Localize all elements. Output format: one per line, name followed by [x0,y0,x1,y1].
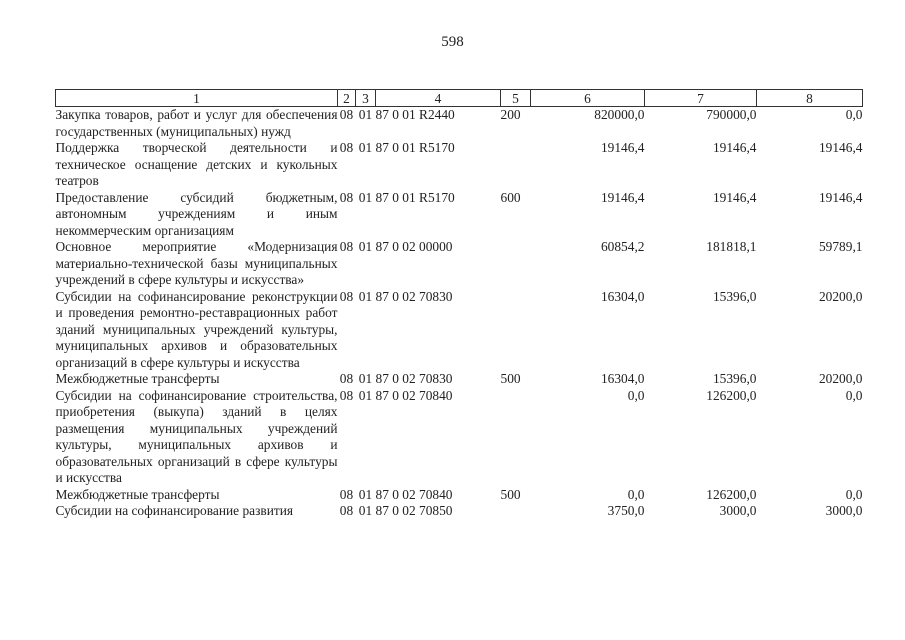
row-description: Закупка товаров, работ и услуг для обеспечения государственных (муниципальных) нужд [55,107,338,139]
header-col-8: 8 [757,90,863,107]
row-description: Субсидии на софинансирование реконструкции и проведения ремонтно-реставрационных работ зданий муниципальных учреждений культуры, муниципальных архивов и образовательных организаций в сфере культуры и искусства [55,288,338,370]
row-subsection-code: 01 [358,107,373,122]
row-expense-type [501,388,531,487]
row-amount-col8: 19146,4 [818,189,863,205]
table-row [56,388,863,487]
table-row [56,190,863,240]
row-amount-col8: 0,0 [845,107,863,122]
row-target-article: 87 0 02 70840 [375,486,453,502]
row-amount-col6: 16304,0 [600,288,645,304]
table-row [56,487,863,504]
page-number: 598 [441,34,464,50]
row-description: Межбюджетные трансферты [55,486,220,502]
row-amount-col6: 19146,4 [600,140,645,155]
row-subsection-code: 01 [358,288,373,304]
row-amount-col7: 126200,0 [706,486,757,502]
header-col-7: 7 [645,90,757,107]
row-section-code: 08 [339,387,354,403]
row-description: Предоставление субсидий бюджетным, автономным учреждениям и иным некоммерческим организациям [55,189,338,238]
table-row [56,503,863,520]
header-col-3: 3 [356,90,376,107]
row-subsection-code: 01 [358,189,373,205]
row-subsection-code: 01 [358,387,373,403]
row-amount-col7: 126200,0 [706,387,757,403]
row-description: Поддержка творческой деятельности и техническое оснащение детских и кукольных театров [55,140,338,188]
row-amount-col7: 790000,0 [706,107,757,122]
table-row [56,371,863,388]
row-amount-col7: 19146,4 [712,140,757,155]
row-subsection-code: 01 [358,140,373,155]
row-target-article: 87 0 01 R5170 [375,140,455,155]
row-subsection-code: 01 [358,486,373,502]
row-amount-col7: 15396,0 [712,288,757,304]
row-expense-type: 500 [500,371,521,386]
row-section-code: 08 [339,189,354,205]
row-section-code: 08 [339,486,354,502]
row-section-code: 08 [339,107,354,122]
row-expense-type: 200 [500,107,521,122]
row-amount-col6: 19146,4 [600,189,645,205]
table-row [56,107,863,141]
header-col-6: 6 [531,90,645,107]
row-target-article: 87 0 01 R5170 [375,189,455,205]
header-col-4: 4 [376,90,501,107]
row-target-article: 87 0 02 00000 [375,239,453,254]
row-expense-type [501,140,531,190]
row-description: Субсидии на софинансирование строительства, приобретения (выкупа) зданий в целях размещения муниципальных учреждений культуры, муниципальных архивов и образовательных организаций в сфере культуры и искусства [55,387,338,485]
table-row [56,140,863,190]
row-section-code: 08 [339,503,354,518]
budget-table [55,89,863,520]
row-target-article: 87 0 02 70840 [375,387,453,403]
row-amount-col8: 3000,0 [825,503,863,518]
row-amount-col7: 181818,1 [706,239,757,254]
row-amount-col6: 3750,0 [607,503,645,518]
row-subsection-code: 01 [358,371,373,386]
row-section-code: 08 [339,371,354,386]
row-amount-col6: 0,0 [627,387,645,403]
row-description: Основное мероприятие «Модернизация материально-технической базы муниципальных учреждений в сфере культуры и искусства» [55,239,338,287]
row-amount-col7: 15396,0 [712,371,757,386]
row-amount-col8: 20200,0 [818,288,863,304]
row-section-code: 08 [339,288,354,304]
row-amount-col6: 0,0 [627,486,645,502]
row-amount-col8: 59789,1 [818,239,863,254]
table-row [56,239,863,289]
row-target-article: 87 0 02 70850 [375,503,453,518]
row-amount-col8: 0,0 [845,387,863,403]
row-expense-type: 600 [500,189,521,205]
row-amount-col6: 820000,0 [594,107,645,122]
row-subsection-code: 01 [358,503,373,518]
header-col-5: 5 [501,90,531,107]
row-expense-type: 500 [500,486,521,502]
row-amount-col7: 19146,4 [712,189,757,205]
row-amount-col6: 60854,2 [600,239,645,254]
row-subsection-code: 01 [358,239,373,254]
row-target-article: 87 0 01 R2440 [375,107,455,122]
row-target-article: 87 0 02 70830 [375,371,453,386]
row-expense-type [501,289,531,372]
row-amount-col8: 19146,4 [818,140,863,155]
row-target-article: 87 0 02 70830 [375,288,453,304]
row-amount-col6: 16304,0 [600,371,645,386]
header-row [56,90,863,107]
row-amount-col7: 3000,0 [719,503,757,518]
header-col-1: 1 [56,90,338,107]
row-description: Субсидии на софинансирование развития [55,503,294,518]
table-row [56,289,863,372]
header-col-2: 2 [338,90,356,107]
row-expense-type [501,503,531,520]
row-description: Межбюджетные трансферты [55,371,220,386]
row-expense-type [501,239,531,289]
row-amount-col8: 20200,0 [818,371,863,386]
row-section-code: 08 [339,140,354,155]
row-amount-col8: 0,0 [845,486,863,502]
row-section-code: 08 [339,239,354,254]
